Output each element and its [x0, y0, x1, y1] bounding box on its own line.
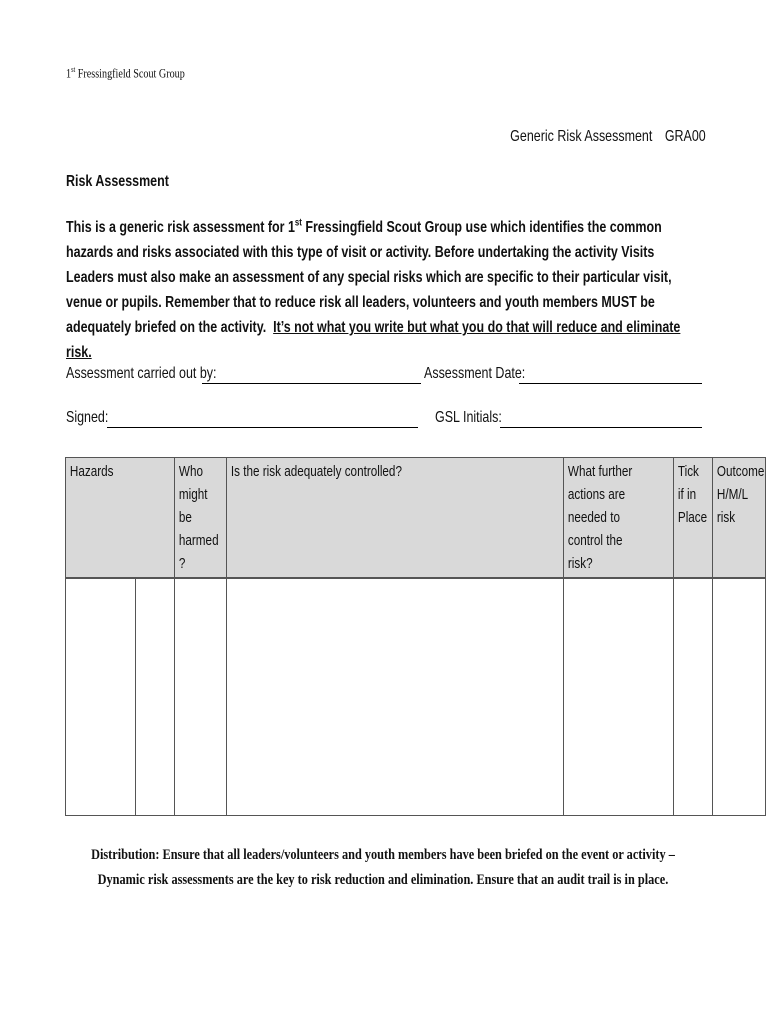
cell-who-harmed[interactable]	[175, 578, 227, 816]
gsl-initials-label: GSL Initials:	[435, 409, 502, 426]
distribution-note	[0, 843, 770, 893]
cell-hazard-sub[interactable]	[136, 578, 175, 816]
assessment-date-field[interactable]	[519, 383, 702, 384]
doc-title: Generic Risk Assessment	[510, 128, 653, 145]
page-title-text: Risk Assessment	[66, 173, 169, 190]
intro-sup: st	[294, 217, 302, 229]
intro-emphasis: It’s not what you write but what you do that will reduce and eliminate risk.	[66, 319, 681, 361]
cell-outcome[interactable]	[713, 578, 766, 816]
cell-tick-in-place[interactable]	[674, 578, 713, 816]
page-title	[66, 173, 198, 191]
cell-hazard[interactable]	[66, 578, 136, 816]
assessed-by-label: Assessment carried out by:	[66, 365, 217, 382]
signed-field[interactable]	[107, 427, 418, 428]
org-rest: Fressingfield Scout Group	[75, 65, 185, 81]
org-sup: st	[71, 65, 76, 74]
organisation-name	[66, 65, 218, 81]
document-reference	[510, 128, 706, 146]
intro-part1: This is a generic risk assessment for 1	[66, 219, 295, 236]
assessed-by-field[interactable]	[202, 383, 421, 384]
org-prefix: 1	[66, 65, 72, 81]
header-risk-controlled: Is the risk adequately controlled?	[227, 458, 564, 579]
distribution-line-2: Dynamic risk assessments are the key to risk reduction and elimination. Ensure that an audit trail is in place.	[97, 872, 668, 888]
header-who-harmed: Who might be harmed ?	[175, 458, 227, 579]
intro-part2: Fressingfield Scout Group use which identifies the common hazards and risks associated with this type of visit or activity. Before undertaking the activity Visits Leaders must also make an assessment of any special risks which are specific to their particular visit, venue or pupils. Remember that to reduce risk all leaders, volunteers and youth members MUST be adequately briefed on the activity.	[66, 219, 672, 336]
header-further-actions: What further actions are needed to control the risk?	[564, 458, 674, 579]
header-tick-in-place: Tick if in Place	[674, 458, 713, 579]
header-hazards: Hazards	[66, 458, 175, 579]
table-row	[66, 578, 766, 816]
signed-label: Signed:	[66, 409, 109, 426]
gsl-initials-field[interactable]	[500, 427, 702, 428]
risk-table	[65, 457, 766, 816]
cell-further-actions[interactable]	[564, 578, 674, 816]
intro-paragraph	[66, 215, 699, 365]
assessment-date-label: Assessment Date:	[424, 365, 526, 382]
table-header-row	[66, 458, 766, 579]
doc-code: GRA00	[665, 128, 706, 145]
cell-risk-controlled[interactable]	[227, 578, 564, 816]
header-outcome: Outcome H/M/L risk	[713, 458, 766, 579]
distribution-line-1: Distribution: Ensure that all leaders/volunteers and youth members have been briefed on the event or activity –	[90, 847, 675, 863]
